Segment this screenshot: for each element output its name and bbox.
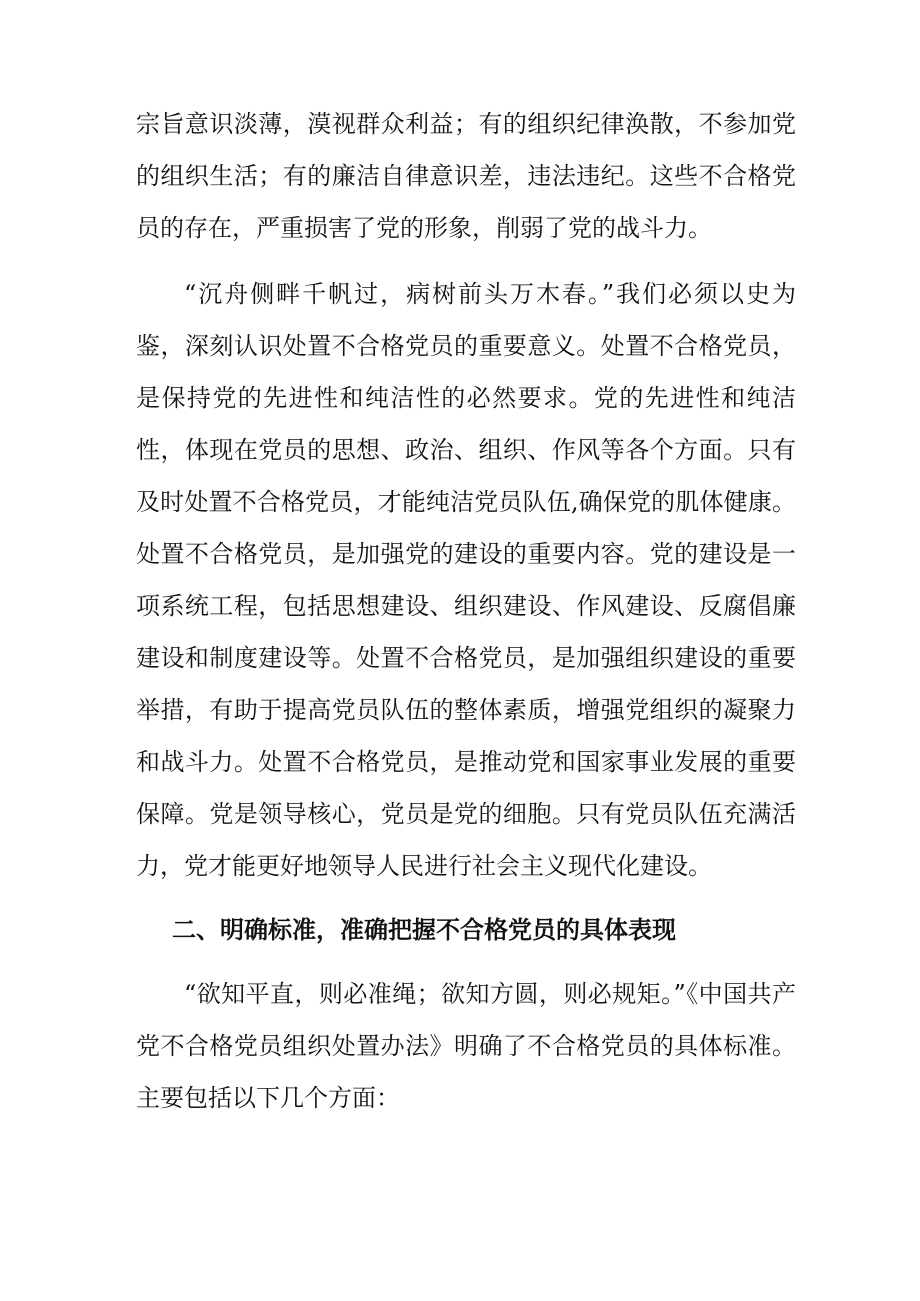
paragraph-significance: “沉舟侧畔千帆过，病树前头万木春。”我们必须以史为鉴，深刻认识处置不合格党员的重要意义。处置不合格党员，是保持党的先进性和纯洁性的必然要求。党的先进性和纯洁性，体现在党员的思想、政治、组织、作风等各个方面。只有及时处置不合格党员，才能纯洁党员队伍,确保党的肌体健康。处置不合格党员，是加强党的建设的重要内容。党的建设是一项系统工程，包括思想建设、组织建设、作风建设、反腐倡廉建设和制度建设等。处置不合格党员，是加强组织建设的重要举措，有助于提高党员队伍的整体素质，增强党组织的凝聚力和战斗力。处置不合格党员，是推动党和国家事业发展的重要保障。党是领导核心，党员是党的细胞。只有党员队伍充满活力，党才能更好地领导人民进行社会主义现代化建设。	[136, 280, 796, 880]
section-heading: 二、明确标准，准确把握不合格党员的具体表现	[172, 915, 676, 944]
document-page	[136, 98, 796, 1124]
paragraph-standards: “欲知平直，则必准绳；欲知方圆，则必规矩。”《中国共产党不合格党员组织处置办法》明确了不合格党员的具体标准。主要包括以下几个方面：	[136, 980, 796, 1112]
paragraph-continuation: 宗旨意识淡薄，漠视群众利益；有的组织纪律涣散，不参加党的组织生活；有的廉洁自律意识差，违法违纪。这些不合格党员的存在，严重损害了党的形象，削弱了党的战斗力。	[136, 110, 796, 242]
